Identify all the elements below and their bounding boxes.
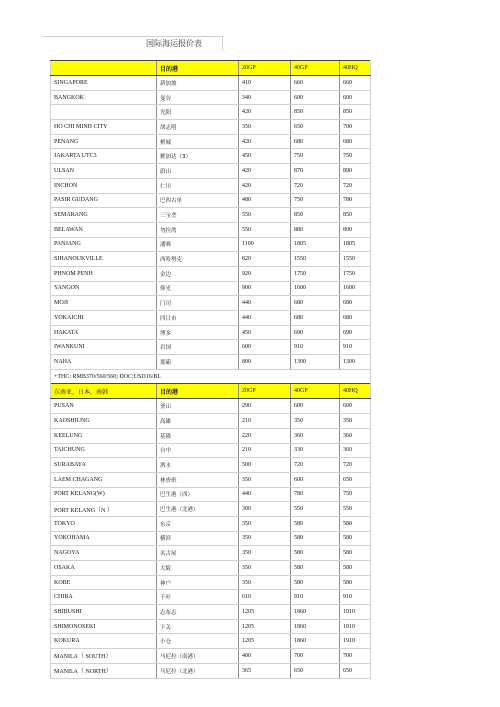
table-row (51, 149, 371, 164)
price-40gp: 750 (291, 149, 340, 164)
port-name-zh: 金边 (157, 266, 239, 281)
price-40hq: 580 (340, 516, 371, 531)
price-40hq: 690 (340, 325, 371, 340)
table-row (51, 516, 371, 531)
price-40gp: 600 (291, 472, 340, 487)
price-40hq: 550 (340, 502, 371, 517)
price-20gp: 350 (239, 546, 291, 561)
price-20gp: 800 (239, 355, 291, 370)
price-40hq: 680 (340, 134, 371, 149)
price-40gp: 650 (291, 663, 340, 678)
price-20gp: 365 (239, 663, 291, 678)
price-40gp: 350 (291, 414, 340, 429)
port-name-en: SIHANOUKVILLE (51, 252, 157, 267)
price-40gp: 580 (291, 531, 340, 546)
price-40hq: 1910 (340, 605, 371, 620)
price-20gp: 1205 (239, 634, 291, 649)
port-name-en: HO CHI MINH CITY (51, 120, 157, 135)
port-name-zh: 巴生港（西） (157, 487, 239, 502)
price-20gp: 1205 (239, 605, 291, 620)
price-40gp: 690 (291, 325, 340, 340)
port-name-zh: 志布志 (157, 605, 239, 620)
port-name-zh: 东京 (157, 516, 239, 531)
port-name-en: NAGOYA (51, 546, 157, 561)
price-40gp: 600 (291, 90, 340, 105)
table-row (51, 193, 371, 208)
price-40gp: 1750 (291, 266, 340, 281)
price-20gp: 610 (239, 590, 291, 605)
price-40gp: 1300 (291, 355, 340, 370)
price-20gp: 420 (239, 178, 291, 193)
table-row (51, 252, 371, 267)
price-40hq: 600 (340, 399, 371, 414)
port-name-en: MANILA（ SOUTH） (51, 649, 157, 664)
price-40gp: 1860 (291, 634, 340, 649)
table-row (51, 649, 371, 664)
price-40gp: 1860 (291, 605, 340, 620)
price-20gp: 340 (239, 90, 291, 105)
port-name-en: BANGKOK (51, 90, 157, 105)
price-40gp: 910 (291, 590, 340, 605)
port-name-en: TOKYO (51, 516, 157, 531)
port-name-zh: 巴西古单 (157, 193, 239, 208)
port-name-zh: 仁川 (157, 178, 239, 193)
table-row (51, 502, 371, 517)
port-name-zh: 大阪 (157, 561, 239, 576)
port-name-en: IWANKUNI (51, 340, 157, 355)
price-20gp: 440 (239, 311, 291, 326)
price-40hq: 350 (340, 414, 371, 429)
port-name-zh: 小仓 (157, 634, 239, 649)
port-name-en: KEELUNG (51, 428, 157, 443)
port-name-en: HAKATA (51, 325, 157, 340)
price-40hq: 580 (340, 546, 371, 561)
price-40hq: 780 (340, 193, 371, 208)
port-name-en: LAEM CHAGANG (51, 472, 157, 487)
price-20gp: 420 (239, 164, 291, 179)
table-row (51, 208, 371, 223)
price-40gp: 880 (291, 222, 340, 237)
price-40hq: 720 (340, 458, 371, 473)
price-40hq: 680 (340, 296, 371, 311)
table-row (51, 90, 371, 105)
price-40gp: 680 (291, 296, 340, 311)
price-40gp: 700 (291, 649, 340, 664)
port-name-zh: 马尼拉（南港） (157, 649, 239, 664)
table-row (51, 443, 371, 458)
port-name-en: KAOSHIUNG (51, 414, 157, 429)
port-name-zh: 槟城 (157, 134, 239, 149)
table-row (51, 561, 371, 576)
port-name-en: JAKARTA UTC3 (51, 149, 157, 164)
port-name-en: PENANG (51, 134, 157, 149)
surcharge-note: +THC: RMB370/560/560; DOC:USD16/BL (51, 369, 371, 384)
price-20gp: 210 (239, 443, 291, 458)
price-20gp: 350 (239, 472, 291, 487)
price-40gp: 720 (291, 458, 340, 473)
port-name-zh: 釜山 (157, 399, 239, 414)
price-40hq: 680 (340, 311, 371, 326)
price-40gp: 850 (291, 208, 340, 223)
port-name-en: KOBE (51, 575, 157, 590)
price-20gp: 820 (239, 252, 291, 267)
price-20gp: 350 (239, 120, 291, 135)
port-name-en: MANILA（ NORTH） (51, 663, 157, 678)
table-row (51, 399, 371, 414)
price-40hq: 700 (340, 120, 371, 135)
port-name-zh: 光阳 (157, 105, 239, 120)
table-row (51, 340, 371, 355)
price-40gp: 870 (291, 164, 340, 179)
price-40gp: 680 (291, 311, 340, 326)
port-name-en: PANJANG (51, 237, 157, 252)
table-row (51, 281, 371, 296)
price-20gp: 1205 (239, 619, 291, 634)
table-row (51, 663, 371, 678)
price-20gp: 550 (239, 222, 291, 237)
table-row (51, 296, 371, 311)
price-20gp: 300 (239, 502, 291, 517)
price-40hq: 910 (340, 590, 371, 605)
price-20gp: 480 (239, 193, 291, 208)
price-40gp: 780 (291, 487, 340, 502)
price-40hq: 650 (340, 472, 371, 487)
note-row (51, 369, 371, 384)
port-name-zh: 台中 (157, 443, 239, 458)
price-40hq: 1910 (340, 619, 371, 634)
price-40hq: 910 (340, 340, 371, 355)
port-name-zh: 那霸 (157, 355, 239, 370)
port-name-zh: 四日市 (157, 311, 239, 326)
port-name-zh: 雅加达（3） (157, 149, 239, 164)
price-40gp: 580 (291, 516, 340, 531)
port-name-zh: 泗水 (157, 458, 239, 473)
port-name-en: YOKOHAMA (51, 531, 157, 546)
port-name-zh: 基隆 (157, 428, 239, 443)
price-40gp: 850 (291, 105, 340, 120)
port-name-en: YOKAICHI (51, 311, 157, 326)
port-name-en: INCHON (51, 178, 157, 193)
price-20gp: 350 (239, 516, 291, 531)
price-40gp: 680 (291, 134, 340, 149)
price-40hq: 360 (340, 428, 371, 443)
price-40gp: 1600 (291, 281, 340, 296)
price-40hq: 1550 (340, 252, 371, 267)
header-row (51, 384, 371, 399)
price-40gp: 1860 (291, 619, 340, 634)
price-20gp: 440 (239, 487, 291, 502)
table-row (51, 634, 371, 649)
port-name-en: OSAKA (51, 561, 157, 576)
price-20gp: 350 (239, 575, 291, 590)
price-20gp: 440 (239, 296, 291, 311)
port-name-zh: 神户 (157, 575, 239, 590)
price-20gp: 410 (239, 76, 291, 91)
price-40gp: 720 (291, 178, 340, 193)
price-40gp: 360 (291, 428, 340, 443)
table-row (51, 134, 371, 149)
price-40gp: 600 (291, 399, 340, 414)
port-name-zh: 巴生港（北港） (157, 502, 239, 517)
price-40gp: 750 (291, 193, 340, 208)
port-name-zh: 仰光 (157, 281, 239, 296)
price-40gp: 1550 (291, 252, 340, 267)
price-20gp: 450 (239, 149, 291, 164)
port-name-en: KOKURA (51, 634, 157, 649)
price-20gp: 500 (239, 458, 291, 473)
price-40gp: 1805 (291, 237, 340, 252)
port-name-zh: 潘赛 (157, 237, 239, 252)
table-row (51, 414, 371, 429)
price-20gp: 900 (239, 281, 291, 296)
header-40hq: 40HQ (340, 384, 371, 399)
price-20gp: 220 (239, 428, 291, 443)
table-row (51, 619, 371, 634)
price-40hq: 650 (340, 663, 371, 678)
price-20gp: 420 (239, 105, 291, 120)
table-row (51, 105, 371, 120)
table-row (51, 237, 371, 252)
price-40gp: 910 (291, 340, 340, 355)
header-40gp: 40GP (291, 384, 340, 399)
price-40gp: 580 (291, 561, 340, 576)
port-name-zh: 博多 (157, 325, 239, 340)
price-40gp: 580 (291, 546, 340, 561)
port-name-en (51, 105, 157, 120)
price-40gp: 330 (291, 443, 340, 458)
port-header: 目的港 (157, 61, 239, 76)
price-40hq: 850 (340, 208, 371, 223)
header-20gp: 20GP (239, 384, 291, 399)
port-name-zh: 千叶 (157, 590, 239, 605)
price-20gp: 400 (239, 649, 291, 664)
port-name-en: PORT KELANG（N ） (51, 502, 157, 517)
price-40hq: 700 (340, 649, 371, 664)
port-name-zh: 名古屋 (157, 546, 239, 561)
price-40hq: 580 (340, 575, 371, 590)
header-20gp: 20GP (239, 61, 291, 76)
table-row (51, 178, 371, 193)
port-name-en: PHNOM PENH (51, 266, 157, 281)
port-name-en: SEMARANG (51, 208, 157, 223)
price-40hq: 580 (340, 561, 371, 576)
price-40hq: 890 (340, 164, 371, 179)
table-row (51, 164, 371, 179)
port-name-en: PUSAN (51, 399, 157, 414)
port-name-zh: 三宝垄 (157, 208, 239, 223)
price-40hq: 720 (340, 178, 371, 193)
region-header (51, 61, 157, 76)
price-20gp: 600 (239, 340, 291, 355)
price-40hq: 750 (340, 487, 371, 502)
region-header: 东南亚，日本，南韩 (51, 384, 157, 399)
table-row (51, 311, 371, 326)
table-row (51, 325, 371, 340)
port-name-en: BELAWAN (51, 222, 157, 237)
price-40hq: 660 (340, 76, 371, 91)
price-40hq: 850 (340, 105, 371, 120)
table-row (51, 546, 371, 561)
port-name-en: MOJI (51, 296, 157, 311)
port-name-zh: 高雄 (157, 414, 239, 429)
port-name-zh: 新加坡 (157, 76, 239, 91)
port-name-zh: 下关 (157, 619, 239, 634)
port-name-en: PORT KELANG(W) (51, 487, 157, 502)
header-row (51, 61, 371, 76)
price-20gp: 350 (239, 561, 291, 576)
price-40gp: 660 (291, 76, 340, 91)
table-row (51, 458, 371, 473)
port-name-zh: 蔚山 (157, 164, 239, 179)
price-20gp: 290 (239, 399, 291, 414)
port-name-en: SHIMONOSEKI (51, 619, 157, 634)
price-20gp: 210 (239, 414, 291, 429)
table-row (51, 590, 371, 605)
price-40gp: 650 (291, 120, 340, 135)
port-name-en: PASIR GUDANG (51, 193, 157, 208)
price-40hq: 800 (340, 222, 371, 237)
port-name-zh: 勿拉湾 (157, 222, 239, 237)
price-20gp: 550 (239, 208, 291, 223)
table-row (51, 120, 371, 135)
port-name-zh: 林查班 (157, 472, 239, 487)
price-20gp: 450 (239, 325, 291, 340)
port-name-en: ULSAN (51, 164, 157, 179)
price-20gp: 350 (239, 531, 291, 546)
port-name-zh: 横滨 (157, 531, 239, 546)
port-name-en: YANGON (51, 281, 157, 296)
price-40hq: 1910 (340, 634, 371, 649)
price-40gp: 550 (291, 502, 340, 517)
port-name-zh: 岩国 (157, 340, 239, 355)
table-row (51, 355, 371, 370)
table-row (51, 531, 371, 546)
price-40hq: 360 (340, 443, 371, 458)
price-40hq: 750 (340, 149, 371, 164)
price-40hq: 1805 (340, 237, 371, 252)
price-40hq: 580 (340, 531, 371, 546)
document-title: 国际海运报价表 (146, 39, 202, 48)
table-row (51, 575, 371, 590)
port-name-en: SHIBUSHI (51, 605, 157, 620)
port-name-en: NAHA (51, 355, 157, 370)
port-name-en: SINGAPORE (51, 76, 157, 91)
port-name-zh: 门司 (157, 296, 239, 311)
price-20gp: 420 (239, 134, 291, 149)
port-name-en: SURABAYA (51, 458, 157, 473)
rate-table (50, 60, 371, 679)
table-row (51, 472, 371, 487)
port-name-zh: 马尼拉（北港） (157, 663, 239, 678)
table-row (51, 605, 371, 620)
price-40hq: 1300 (340, 355, 371, 370)
table-row (51, 266, 371, 281)
port-header: 目的港 (157, 384, 239, 399)
table-row (51, 428, 371, 443)
price-20gp: 1100 (239, 237, 291, 252)
header-40hq: 40HQ (340, 61, 371, 76)
port-name-zh: 曼谷 (157, 90, 239, 105)
price-40gp: 580 (291, 575, 340, 590)
price-40hq: 1600 (340, 281, 371, 296)
price-20gp: 920 (239, 266, 291, 281)
port-name-en: TAICHUNG (51, 443, 157, 458)
price-40hq: 600 (340, 90, 371, 105)
price-40hq: 1750 (340, 266, 371, 281)
port-name-zh: 西哈努克 (157, 252, 239, 267)
header-40gp: 40GP (291, 61, 340, 76)
table-row (51, 222, 371, 237)
port-name-en: CHIBA (51, 590, 157, 605)
table-row (51, 76, 371, 91)
port-name-zh: 胡志明 (157, 120, 239, 135)
table-row (51, 487, 371, 502)
